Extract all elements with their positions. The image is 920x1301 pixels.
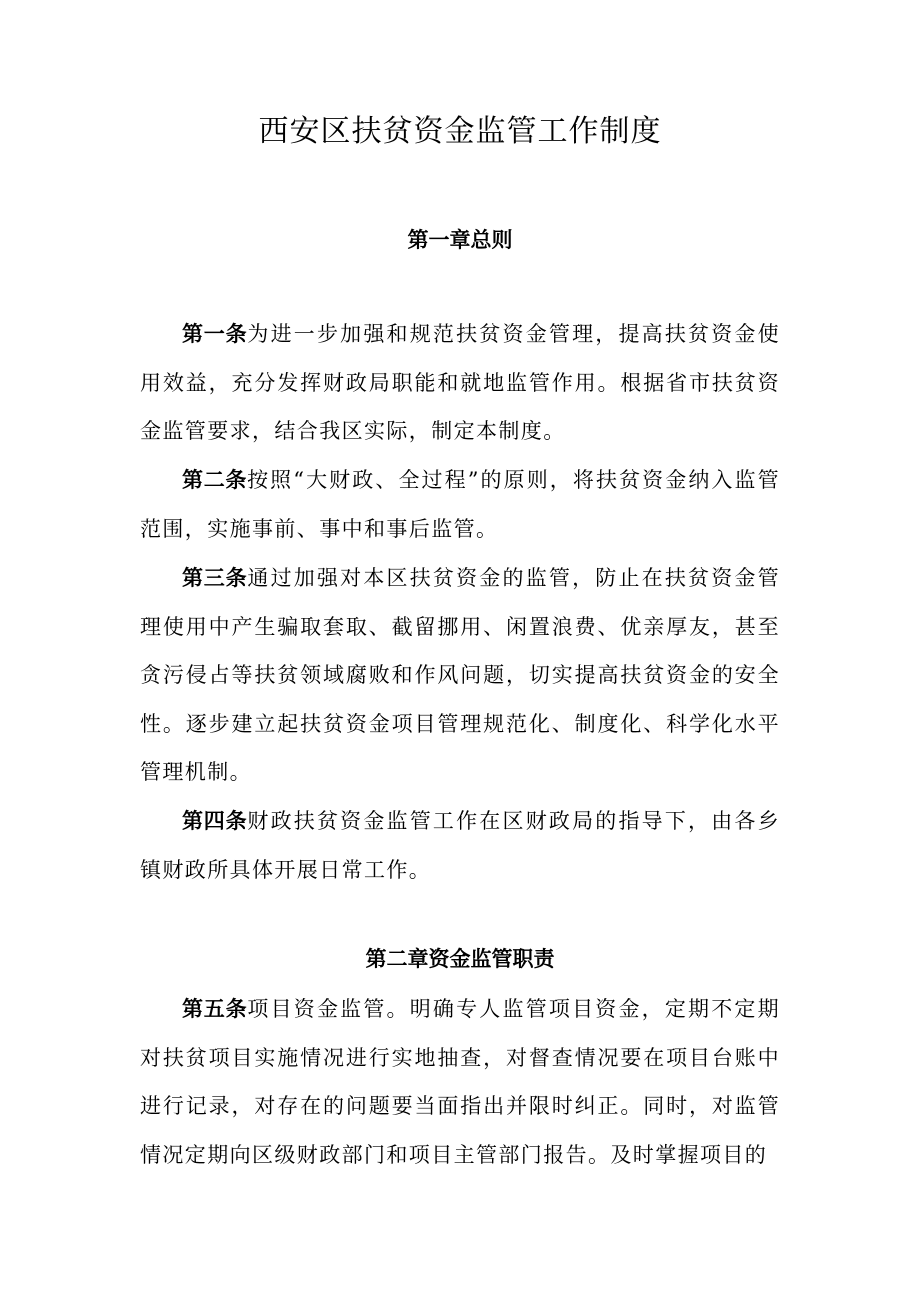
- article-text: 项目资金监管。明确专人监管项目资金，定期不定期对扶贫项目实施情况进行实地抽查，对督查情况要在项目台账中进行记录，对存在的问题要当面指出并限时纠正。同时，对监管情况定期向区级财政部门和项目主管部门报告。及时掌握项目的: [140, 997, 781, 1167]
- article-number: 第二条: [182, 468, 248, 492]
- article-number: 第一条: [182, 322, 248, 346]
- article-4: [140, 797, 780, 894]
- article-text: 按照“大财政、全过程”的原则，将扶贫资金纳入监管范围，实施事前、事中和事后监管。: [140, 468, 781, 541]
- article-text: 通过加强对本区扶贫资金的监管，防止在扶贫资金管理使用中产生骗取套取、截留挪用、闲置浪费、优亲厚友，甚至贪污侵占等扶贫领域腐败和作风问题，切实提高扶贫资金的安全性。逐步建立起扶贫资金项目管理规范化、制度化、科学化水平管理机制。: [140, 566, 781, 785]
- article-text: 为进一步加强和规范扶贫资金管理，提高扶贫资金使用效益，充分发挥财政局职能和就地监管作用。根据省市扶贫资金监管要求，结合我区实际，制定本制度。: [140, 322, 781, 444]
- chapter-heading-2: 第二章资金监管职责: [365, 947, 555, 971]
- chapter-heading-1: 第一章总则: [407, 228, 513, 252]
- document-title: 西安区扶贫资金监管工作制度: [258, 114, 662, 149]
- article-text: 财政扶贫资金监管工作在区财政局的指导下，由各乡镇财政所具体开展日常工作。: [140, 809, 781, 882]
- article-5: [140, 985, 780, 1179]
- article-3: [140, 554, 780, 797]
- article-number: 第四条: [182, 809, 248, 833]
- article-1: [140, 310, 780, 456]
- article-number: 第三条: [182, 566, 248, 590]
- article-2: [140, 456, 780, 553]
- article-number: 第五条: [182, 997, 248, 1021]
